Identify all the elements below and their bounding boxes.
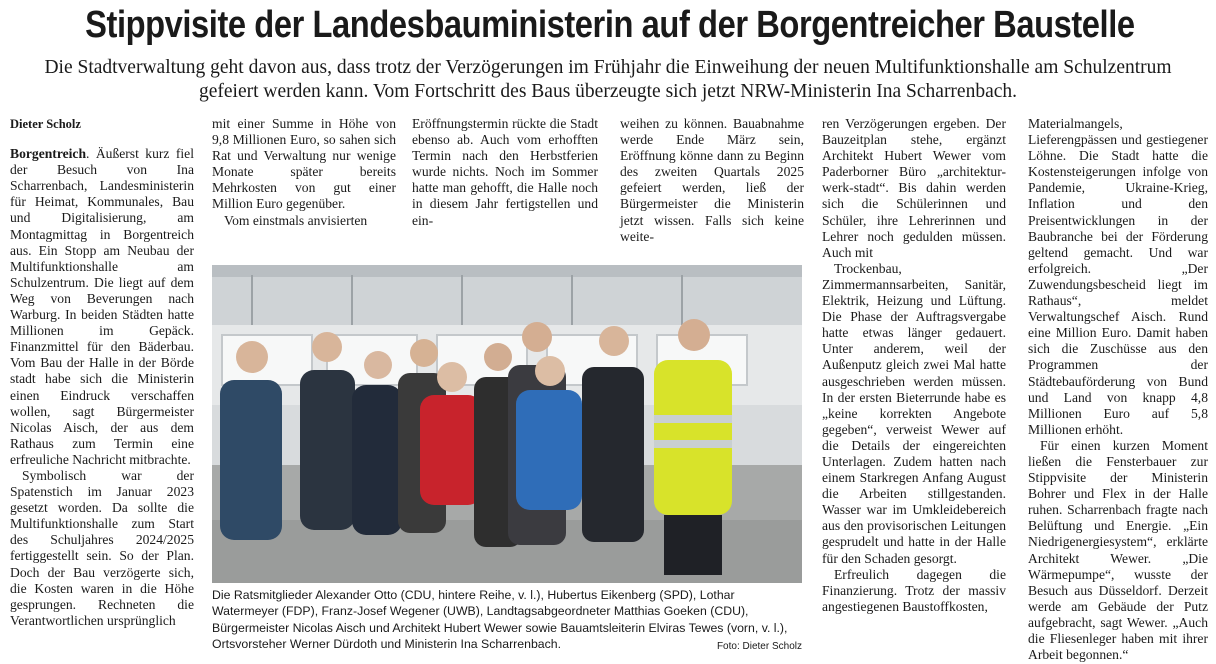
paragraph-intro (10, 146, 194, 468)
paragraph: ren Verzögerungen ergeben. Der Bauzeitplan stehe, ergänzt Architekt Hubert Wewer vom Paderborner Büro „architektur-werk-stadt“. Bis dahin werden sich die Schülerinnen und Schüler, ihre Lehrerinnen und Lehrer noch gedulden müssen. Auch mit (822, 116, 1006, 260)
subhead: Die Stadtverwaltung geht davon aus, dass trotz der Verzögerungen im Frühjahr die Einweihung der neuen Multifunktionshalle am Schulzentrum gefeiert werden kann. Vom Fortschritt des Baus überzeugte sich jetzt NRW-Ministerin Ina Scharrenbach. (44, 57, 1172, 102)
column-5 (822, 116, 1006, 615)
author-byline: Dieter Scholz (10, 117, 81, 131)
paragraph: Trockenbau, Zimmermannsarbeiten, Sanitär, Elektrik, Heizung und Lüftung. Die Phase der Auftragsvergabe hatte etwas länger gedauert. Unter anderem, weil der Außenputz gleich zwei Mal hatte ausgeschrieben werden müssen. In der ersten Bieterrunde habe es „keine korrekten Angebote gegeben“, verweist Wewer auf die Details der eingereichten Unterlagen. Zudem hatten nach einem Starkregen Anfang August die Arbeiten stillgestanden. Wasser war im Umkleidebereich aus den provisorischen Leitungen gesprudelt und hatte in der Halle für den Schaden gesorgt. (822, 260, 1006, 566)
column-1 (10, 116, 194, 629)
column-3 (412, 116, 598, 229)
paragraph-text: . Äußerst kurz fiel der Besuch von Ina Scharrenbach, Landesministerin für Heimat, Kommunales, Bau und Digitalisierung, am Montagmittag in Borgentreich aus. Ein Stopp am Neubau der Multifunktionshalle am Schulzentrum. Die liegt auf dem Weg von Beverungen nach Warburg. In beiden Städten hatte Millionen im Gepäck. Finanzmittel für den Bäderbau. Vom Bau der Halle in der Börde stadt habe sich die Ministerin einen Eindruck verschaffen wollen, sagt Bürgermeister Nicolas Aisch, der aus dem Rathaus zum Termin eine erfreuliche Nachricht mitbrachte. (10, 146, 194, 467)
paragraph: Symbolisch war der Spatenstich im Januar 2023 gesetzt worden. Da sollte die Multifunktionshalle zum Start des Schuljahres 2024/2025 fertiggestellt sein. So der Plan. Doch der Bau verzögerte sich, die Kosten waren in die Höhe gesprungen. Rechneten die Verantwortlichen ursprünglich (10, 467, 194, 628)
paragraph: Vom einstmals anvisierten (224, 212, 368, 228)
headline: Stippvisite der Landesbauministerin auf der Borgentreicher Baustelle (85, 4, 1135, 46)
caption-text: Die Ratsmitglieder Alexander Otto (CDU, hintere Reihe, v. l.), Hubertus Eikenberg (SPD), Lothar Watermeyer (FDP), Franz-Josef Wegener (UWB), Landtagsabgeordneter Matthias Goeken (CDU), Bürgermeister Nicolas Aisch und Architekt Hubert Wewer sowie Bauamtsleiterin Elviras Tewes (vorn, v. l.), Ortsvorsteher Werner Dürdoth und Ministerin Ina Scharrenbach. (212, 588, 788, 652)
paragraph: Erfreulich dagegen die Finanzierung. Trotz der massiv angestiegenen Baustoffkosten, (822, 566, 1006, 614)
group-photo (212, 265, 802, 583)
photo-caption (212, 587, 802, 656)
paragraph: Für einen kurzen Moment ließen die Fensterbauer zur Stippvisite der Ministerin Bohrer und Flex in der Halle ruhen. Scharrenbach fragte nach Belüftung und Energie. „Ein Niedrigenergiesystem“, erklärte Architekt Wewer. „Die Wärmepumpe“, wusste der Besuch aus Düsseldorf. Derzeit werde am Gebäude der Putz aufgebracht, sagt Wewer. „Auch die Fliesenleger haben mit ihrer Arbeit begonnen.“ (1028, 437, 1208, 663)
photo-credit: Foto: Dieter Scholz (716, 641, 802, 653)
paragraph: Eröffnungstermin rückte die Stadt ebenso ab. Auch vom erhofften Termin nach den Herbstferien wurde nichts. Noch im Sommer hatte man gehofft, die Halle noch in diesem Jahr fertigstellen und ein- (412, 116, 598, 228)
paragraph: Materialmangels, Lieferengpässen und gestiegener Löhne. Die Stadt hatte die Kostensteigerungen infolge von Pandemie, Ukraine-Krieg, Inflation und den Preisentwicklungen in der Baubranche bei der Förderung geltend gemacht. Und war erfolgreich. „Der Zuwendungsbescheid liegt im Rathaus“, meldet Verwaltungschef Aisch. Rund eine Million Euro. Damit haben sich die Zuschüsse aus den Programmen der Städtebauförderung von Bund und Land von knapp 4,8 Millionen Euro auf 5,8 Millionen erhöht. (1028, 116, 1208, 437)
column-2 (212, 116, 396, 229)
column-6 (1028, 116, 1208, 663)
column-4 (620, 116, 804, 245)
paragraph: mit einer Summe in Höhe von 9,8 Millionen Euro, so sahen sich Rat und Verwaltung nur wenige Monate später bereits Mehrkosten von gut einer Million Euro gegenüber. (212, 116, 396, 212)
paragraph: weihen zu können. Bauabnahme werde Ende März sein, Eröffnung könne dann zu Beginn des zweiten Quartals 2025 gefeiert werden, ließ der Bürgermeister die Ministerin jetzt wissen. Falls sich keine weite- (620, 116, 804, 244)
dateline: Borgentreich (10, 146, 87, 162)
